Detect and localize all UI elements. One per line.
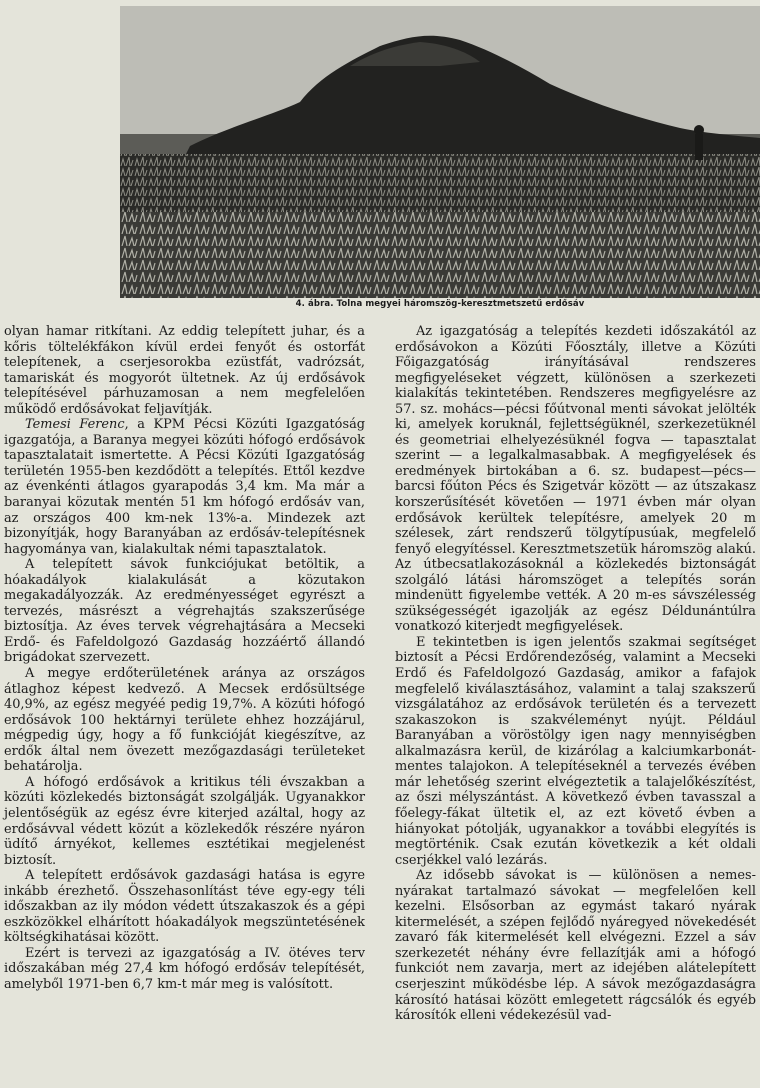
person-affiliation: , a KPM Pécsi Közúti Igazgatóság [124,417,365,433]
left-text-column [4,324,365,993]
figure-caption: 4. ábra. Tolna megyei háromszög-keresztmetszetű erdősáv [295,299,585,309]
field-with-tree-belt-illustration [120,6,760,298]
paragraph-temesi [4,417,365,557]
paragraph: E tekintetben is igen jelentős szakmai segítséget biztosít a Pécsi Erdőrendezőség, valamint a Mecseki Erdő és Fafeldolgozó Gazdaság, amikor a fafajok megfelelő kiválasztásához, valamint a talaj szakszerű vizsgálatához az erdősávok területén és a tervezett szakaszokon is szakvéleményt nyújt. Például Baranyában a vöröstölgy igen nagy mennyiségben alkalmazásra kerül, de kizárólag a kalciumkarbonát-mentes talajokon. A telepítéseknél a tervezés évében már lehetőség szerint elvégeztetik a talajelőkészítést, az őszi mélyszántást. A következő évben tavasszal a főelegy-fákat ültetik el, az ezt követő évben a hiányokat pótolják, ugyanakkor a további elegyítés is megtörténik. Csak ezután következik a két oldali cserjékkel való lezárás. [395,634,756,868]
paragraph: Az idősebb sávokat is — különösen a nemes-nyárakat tartalmazó sávokat — megfelelően kell kezelni. Elsősorban az egymást takaró nyárak kitermelését, a szépen fejlődő nyáregyed növekedését zavaró fák kitermelését kell elvégezni. Ezzel a sáv szerkezetét néhány évre fellazítják ami a hófogó funkciót nem zavarja, mert az idejében alátelepített cserjeszint működésbe lép. A sávok mezőgazdaságra károsító hatásai között emlegetett rágcsálók és egyéb károsítók elleni védekezésül vad- [395,868,756,1024]
paragraph: Az igazgatóság a telepítés kezdeti időszakától az erdősávokon a Közúti Főosztály, illetve a Közúti Főigazgatóság irányításával rendszeres megfigyeléseket végzett, különösen a szerkezeti kialakítás tekintetében. Rendszeres megfigyelésre az 57. sz. mohács—pécsi főútvonal menti sávokat jelölték ki, amelyek koruknál, fejlettségüknél, szerkezetüknél és geometriai elhelyezésüknél fogva — tapasztalat szerint — a legalkalmasabbak. A megfigyelések és eredmények birtokában a 6. sz. budapest—pécs—barcsi főúton Pécs és Szigetvár között — az útszakasz korszerűsítését követően — 1971 évben már olyan erdősávok kerültek telepítésre, amelyek 20 m szélesek, zárt rendszerű tölgytípusúak, megfelelő fenyő elegyítéssel. Keresztmetszetük háromszög alakú. Az útbecsatlakozásoknál a közlekedés biztonságát szolgáló látási háromszöget a telepítés során mindenütt figyelembe vették. A 20 m-es sávszélesség szükségességét igazolják az egész Déldunántúlra vonatkozó kiterjedt megfigyelések. [395,324,756,635]
paragraph: A hófogó erdősávok a kritikus téli évszakban a közúti közlekedés biztonságát szolgálják. Ugyanakkor jelentőségük az egész évre kiterjed azáltal, hogy az erdősávval védett közút a közlekedők részére nyáron üdítő árnyékot, kellemes esztétikai megjelenést biztosít. [4,774,365,868]
paragraph-text: igazgatója, a Baranya megyei közúti hófogó erdősávok tapasztalatait ismertette. A Pécsi Közúti Igazgatóság területén 1955-ben kezdődött a telepítés. Ettől kezdve az évenkénti átlagos gyarapodás 3,4 km. Ma már a baranyai közutak mentén 51 km hófogó erdősáv van, az országos 400 km-nek 13%-a. Mindezek azt bizonyítják, hogy Baranyában az erdősáv-telepítésnek hagyománya van, kialakultak némi tapasztalatok. [4,432,365,557]
paragraph: A telepített erdősávok gazdasági hatása is egyre inkább érezhető. Összehasonlítást téve egy-egy téli időszakban az ily módon védett útszakaszok és a gépi eszközökkel elhárított hóakadályok megszüntetésének költségkihatásai között. [4,868,365,946]
right-text-column [395,324,756,1024]
person-name: Temesi Ferenc [25,417,125,433]
paragraph: Ezért is tervezi az igazgatóság a IV. ötéves terv időszakában még 27,4 km hófogó erdősáv telepítését, amelyből 1971-ben 6,7 km-t már meg is valósított. [4,945,365,992]
paragraph: olyan hamar ritkítani. Az eddig telepített juhar, és a kőris töltelékfákon kívül erdei fenyőt és ostorfát telepítenek, a cserjesorokba ezüstfát, vadrózsát, tamariskát és mogyorót ültetnek. Az új erdősávok telepítésével párhuzamosan a nem megfelelően működő erdősávokat feljavítják. [4,324,365,417]
paragraph: A telepített sávok funkciójukat betöltik, a hóakadályok kialakulását a közutakon megakadályozzák. Az eredményességet egyrészt a tervezés, másrészt a végrehajtás szakszerűsége biztosítja. Az éves tervek végrehajtására a Mecseki Erdő- és Fafeldolgozó Gazdaság hozzáértő állandó brigádokat szervezett. [4,557,365,666]
figure-photo [120,6,760,298]
paragraph: A megye erdőterületének aránya az országos átlaghoz képest kedvező. A Mecsek erdősültsége 40,9%, az egész megyéé pedig 19,7%. A közúti hófogó erdősávok 100 hektárnyi területe ehhez hozzájárul, mégpedig úgy, hogy a fő funkcióját kiegészítve, az erdők által nem övezett mezőgazdasági területeket behatárolja. [4,666,365,775]
